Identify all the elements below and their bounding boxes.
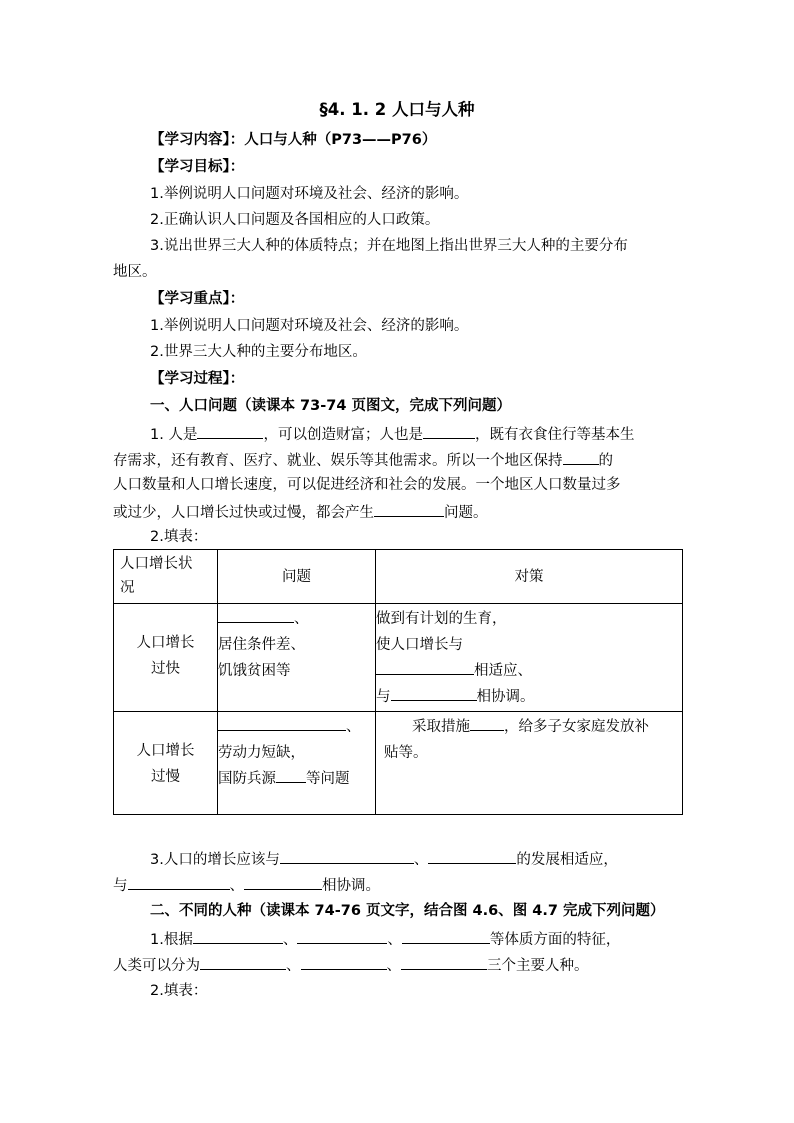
q3-line2: 与 、 相协调。: [113, 874, 683, 896]
measures-fast: 做到有计划的生育， 使人口增长与 相适应、 与 相协调。: [376, 604, 683, 712]
blank-field[interactable]: [280, 848, 414, 864]
status-slow: 人口增长 过慢: [114, 712, 218, 815]
content-label: 【学习内容】：: [150, 132, 245, 148]
blank-field[interactable]: [423, 423, 475, 439]
blank-field[interactable]: [197, 423, 263, 439]
measures-slow: 采取措施 ，给多子女家庭发放补 贴等。: [376, 712, 683, 815]
q2-1-line1: 1.根据 、 、 等体质方面的特征，: [150, 928, 683, 950]
goal-item-continued: 地区。: [113, 264, 157, 280]
status-fast: 人口增长 过快: [114, 604, 218, 712]
table-header-row: [114, 550, 683, 604]
blank-field[interactable]: [244, 874, 322, 890]
blank-field[interactable]: [428, 848, 516, 864]
section2-heading: 二、不同的人种（读课本 74-76 页文字，结合图 4.6、图 4.7 完成下列问题）: [150, 903, 665, 919]
blank-field[interactable]: [401, 954, 487, 970]
goal-item: 3.说出世界三大人种的体质特点；并在地图上指出世界三大人种的主要分布: [150, 238, 628, 254]
blank-field[interactable]: [301, 954, 387, 970]
fill-table-label: 2.填表：: [150, 529, 208, 545]
learning-content: [150, 130, 683, 150]
header-problem: 问题: [218, 550, 376, 604]
blank-field[interactable]: [200, 954, 286, 970]
problems-slow: 、 劳动力短缺， 国防兵源 等问题: [218, 712, 376, 815]
q1-line1: 1. 人是 ，可以创造财富；人也是 ，既有衣食住行等基本生: [150, 423, 683, 445]
q1-line2: 存需求，还有教育、医疗、就业、娱乐等其他需求。所以一个地区保持 的: [113, 449, 683, 471]
q2-1-line2: 人类可以分为 、 、 三个主要人种。: [113, 954, 683, 976]
q3-line1: 3.人口的增长应该与 、 的发展相适应，: [150, 848, 683, 870]
blank-field[interactable]: [276, 767, 306, 783]
goals-label: 【学习目标】：: [150, 159, 245, 175]
table-row: [114, 712, 683, 815]
blank-field[interactable]: [297, 928, 387, 944]
key-points-label: 【学习重点】：: [150, 291, 245, 307]
blank-field[interactable]: [218, 607, 294, 623]
header-measure: 对策: [376, 550, 683, 604]
key-point-item: 1.举例说明人口问题对环境及社会、经济的影响。: [150, 318, 469, 334]
q1-line4: 或过少，人口增长过快或过慢，都会产生 问题。: [113, 501, 683, 523]
blank-field[interactable]: [391, 685, 477, 701]
table-row: [114, 604, 683, 712]
goal-item: 2.正确认识人口问题及各国相应的人口政策。: [150, 212, 440, 228]
population-problems-table: [113, 549, 683, 815]
page-title: §4. 1. 2 人口与人种: [319, 100, 475, 119]
blank-field[interactable]: [374, 501, 444, 517]
header-status: 人口增长状 况: [114, 550, 218, 604]
q1-line3: 人口数量和人口增长速度，可以促进经济和社会的发展。一个地区人口数量过多: [113, 477, 621, 493]
blank-field[interactable]: [470, 715, 504, 731]
blank-field[interactable]: [128, 874, 230, 890]
section1-heading: 一、人口问题（读课本 73-74 页图文，完成下列问题）: [150, 398, 511, 414]
content-value: 人口与人种（P73——P76）: [244, 132, 437, 148]
fill-table-label-2: 2.填表：: [150, 983, 208, 999]
process-label: 【学习过程】：: [150, 371, 245, 387]
blank-field[interactable]: [402, 928, 490, 944]
key-point-item: 2.世界三大人种的主要分布地区。: [150, 344, 367, 360]
problems-fast: 、 居住条件差、 饥饿贫困等: [218, 604, 376, 712]
blank-field[interactable]: [376, 659, 474, 675]
blank-field[interactable]: [563, 449, 599, 465]
goal-item: 1.举例说明人口问题对环境及社会、经济的影响。: [150, 186, 469, 202]
blank-field[interactable]: [193, 928, 283, 944]
blank-field[interactable]: [218, 715, 346, 731]
